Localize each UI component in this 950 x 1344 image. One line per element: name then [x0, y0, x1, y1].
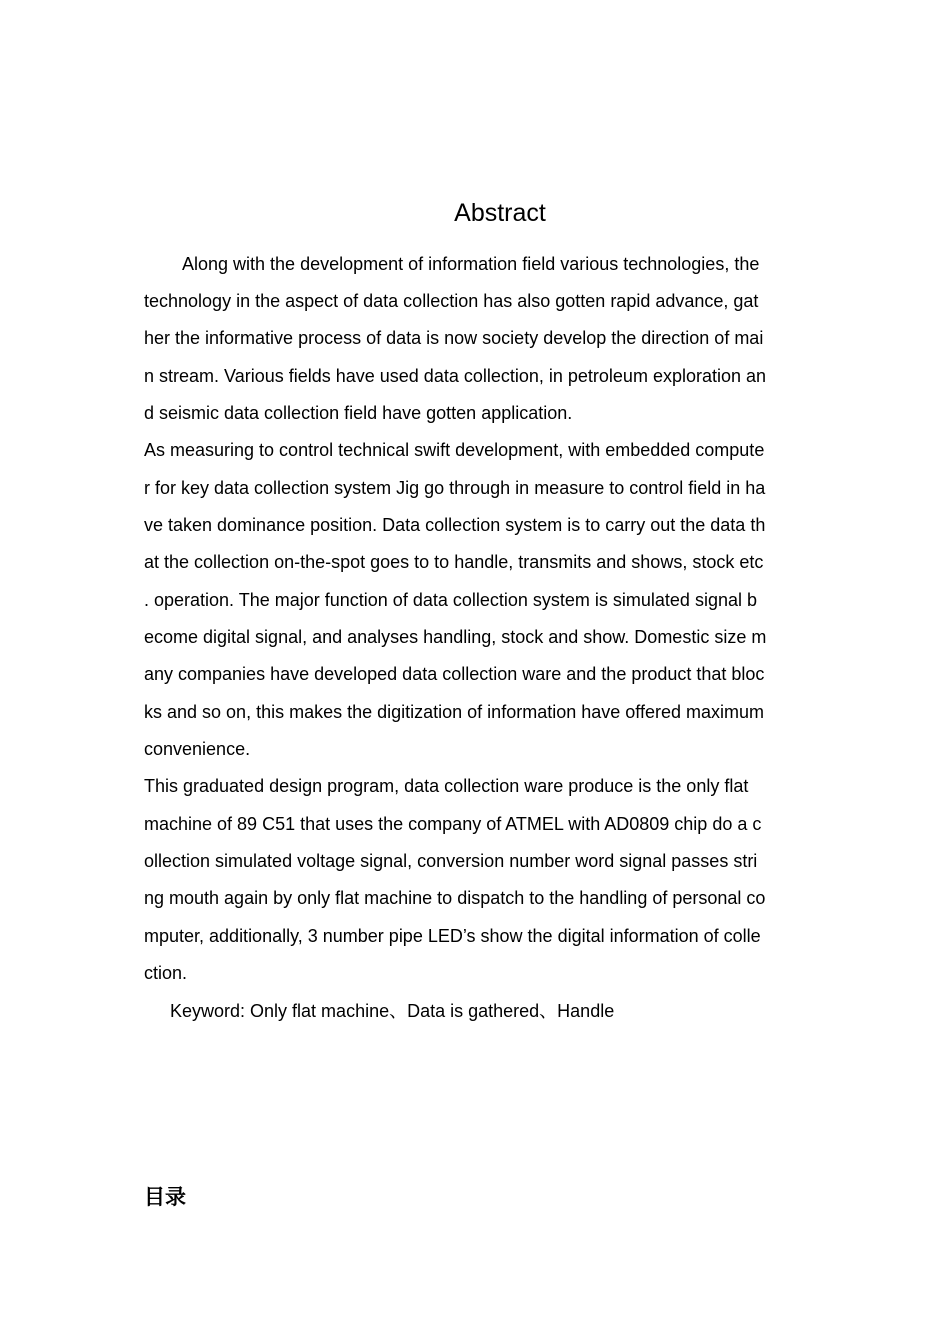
text-line: . operation. The major function of data collection system is simulated signal b [144, 590, 757, 610]
text-line: As measuring to control technical swift development, with embedded compute [144, 440, 765, 460]
text-line: any companies have developed data collection ware and the product that bloc [144, 664, 765, 684]
text-line: convenience. [144, 739, 251, 759]
text-line: ks and so on, this makes the digitization of information have offered maximum [144, 702, 764, 722]
text-line: ve taken dominance position. Data collection system is to carry out the data th [144, 515, 766, 535]
text-line: This graduated design program, data collection ware produce is the only flat [144, 776, 749, 796]
toc-heading: 目录 [144, 1185, 186, 1209]
text-line: ecome digital signal, and analyses handling, stock and show. Domestic size m [144, 627, 767, 647]
text-line: technology in the aspect of data collection has also gotten rapid advance, gat [144, 291, 759, 311]
abstract-title: Abstract [454, 199, 546, 227]
text-line: r for key data collection system Jig go through in measure to control field in ha [144, 478, 766, 498]
text-line: ction. [144, 963, 188, 983]
text-line: ollection simulated voltage signal, conversion number word signal passes stri [144, 851, 758, 871]
text-line: at the collection on-the-spot goes to to handle, transmits and shows, stock etc [144, 552, 764, 572]
text-line: her the informative process of data is now society develop the direction of mai [144, 328, 764, 348]
text-line: Along with the development of information field various technologies, the [182, 254, 760, 274]
text-line: machine of 89 C51 that uses the company of ATMEL with AD0809 chip do a c [144, 814, 762, 834]
text-line: d seismic data collection field have gotten application. [144, 403, 573, 423]
keywords-line: Keyword: Only flat machine、Data is gathered、Handle [170, 1001, 615, 1021]
text-line: mputer, additionally, 3 number pipe LED’s show the digital information of colle [144, 926, 761, 946]
text-line: ng mouth again by only flat machine to dispatch to the handling of personal co [144, 888, 766, 908]
text-line: n stream. Various fields have used data collection, in petroleum exploration an [144, 366, 767, 386]
